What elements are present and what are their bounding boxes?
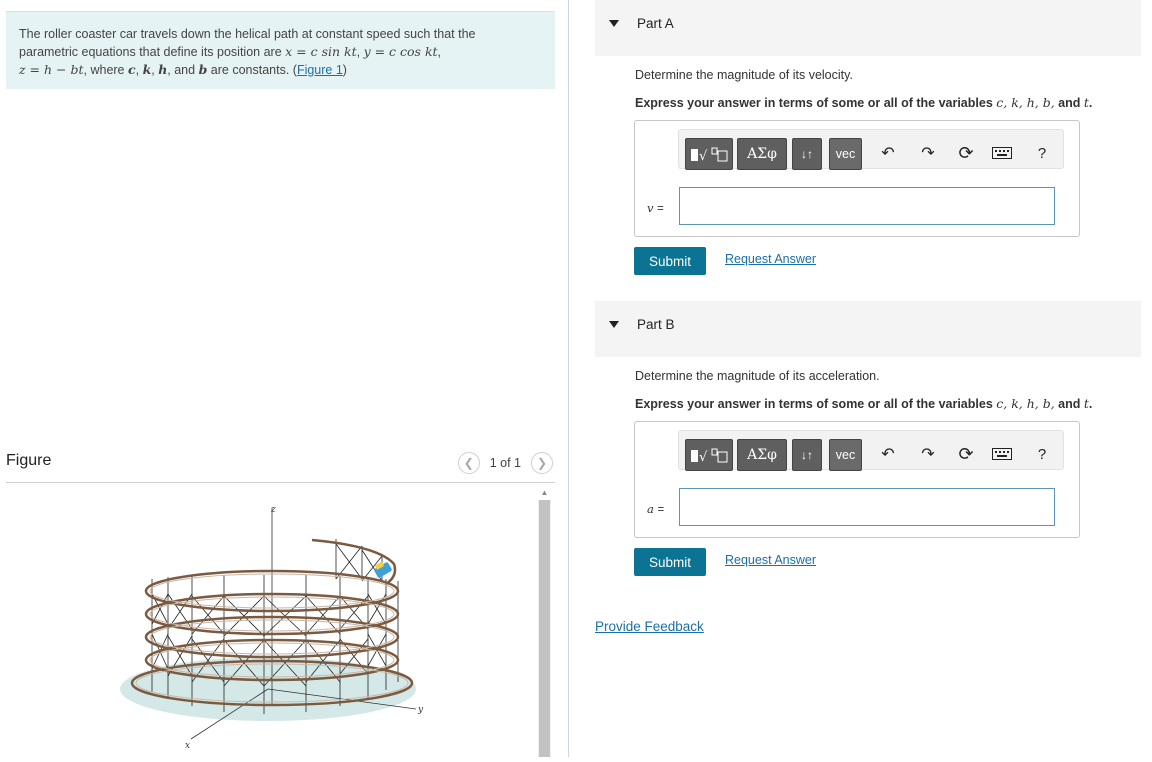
- math-toolbar: [678, 430, 1064, 470]
- templates-icon[interactable]: [685, 138, 733, 170]
- help-button[interactable]: ?: [1037, 445, 1047, 463]
- redo-icon[interactable]: ↷: [921, 145, 935, 162]
- greek-symbols-button[interactable]: ΑΣφ: [737, 138, 787, 170]
- part-a-answer-box: [634, 120, 1080, 237]
- instruction-variables: c, k, h, b,: [996, 396, 1055, 411]
- coaster-car-icon: [374, 562, 393, 579]
- problem-text: parametric equations that define its position are: [19, 45, 286, 59]
- part-b-answer-input[interactable]: [679, 488, 1055, 526]
- keyboard-icon[interactable]: [990, 443, 1014, 465]
- instruction-text: .: [1088, 397, 1093, 411]
- separator: ,: [437, 45, 442, 59]
- svg-text:√: √: [699, 149, 708, 164]
- svg-text:√: √: [699, 450, 708, 465]
- axis-z-label: z: [271, 505, 276, 515]
- answer-variable-label: [647, 502, 664, 516]
- vector-button[interactable]: vec: [829, 439, 862, 471]
- figure-link[interactable]: Figure 1: [296, 63, 343, 77]
- equals-sign: =: [657, 203, 664, 215]
- instruction-text: and: [1054, 397, 1084, 411]
- greek-symbols-button[interactable]: ΑΣφ: [737, 439, 787, 471]
- vector-button[interactable]: vec: [829, 138, 862, 170]
- problem-text: , where: [83, 63, 128, 77]
- instruction-text: and: [1054, 96, 1084, 110]
- arrows-button[interactable]: ↓↑: [792, 439, 822, 471]
- instruction-text: .: [1088, 96, 1093, 110]
- part-b-header[interactable]: [595, 301, 1141, 357]
- variable-h: h: [158, 62, 168, 77]
- arrows-button[interactable]: ↓↑: [792, 138, 822, 170]
- part-a-request-answer-link[interactable]: Request Answer: [725, 252, 817, 266]
- keyboard-icon[interactable]: [990, 142, 1014, 164]
- collapse-triangle-icon[interactable]: [609, 20, 619, 27]
- redo-icon[interactable]: ↷: [921, 446, 935, 463]
- figure-pager: [458, 452, 553, 474]
- problem-line-2: [19, 43, 542, 61]
- instruction-variables: c, k, h, b,: [996, 95, 1055, 110]
- pager-count: 1 of 1: [489, 456, 521, 470]
- equation-z: z = h − bt: [19, 62, 84, 77]
- provide-feedback-link[interactable]: Provide Feedback: [595, 619, 704, 634]
- figure-title: Figure: [6, 452, 52, 469]
- templates-icon[interactable]: [685, 439, 733, 471]
- figure-scrollbar[interactable]: [538, 500, 551, 757]
- part-b-question: Determine the magnitude of its acceleration.: [635, 369, 880, 383]
- part-b-title: Part B: [637, 317, 675, 332]
- problem-text: ): [342, 63, 347, 77]
- instruction-text: Express your answer in terms of some or all of the variables: [635, 397, 997, 411]
- variable-k: k: [142, 62, 152, 77]
- math-toolbar: [678, 129, 1064, 169]
- part-b-answer-box: [634, 421, 1080, 538]
- variable-b: b: [198, 62, 208, 77]
- equals-sign: =: [657, 504, 665, 516]
- undo-icon[interactable]: ↶: [881, 446, 895, 463]
- undo-icon[interactable]: ↶: [881, 145, 895, 162]
- reset-icon[interactable]: ⟳: [958, 443, 974, 464]
- problem-panel: [0, 0, 570, 757]
- helical-roller-coaster-figure: [6, 484, 536, 757]
- problem-text: are constants. (: [207, 63, 297, 77]
- answer-variable: a: [647, 502, 654, 516]
- collapse-triangle-icon[interactable]: [609, 321, 619, 328]
- axis-x-label: x: [185, 741, 191, 751]
- help-button[interactable]: ?: [1037, 144, 1047, 162]
- scroll-up-icon[interactable]: ▲: [540, 487, 549, 497]
- answer-variable-label: [647, 201, 664, 215]
- part-a-title: Part A: [637, 16, 674, 31]
- part-a-header[interactable]: [595, 0, 1141, 56]
- equation-y: y = c cos kt: [363, 44, 438, 59]
- separator: ,: [356, 45, 364, 59]
- axis-y-label: y: [418, 705, 424, 715]
- problem-line-3: z = h − bt, where c, k, h, and b are constants. (Figure 1): [19, 62, 347, 77]
- problem-statement: [6, 11, 555, 89]
- answer-variable: v: [647, 201, 654, 215]
- part-a-submit-button[interactable]: Submit: [634, 247, 706, 275]
- part-a-instruction: [635, 95, 1092, 110]
- reset-icon[interactable]: ⟳: [958, 142, 974, 163]
- part-a-answer-input[interactable]: [679, 187, 1055, 225]
- part-b-submit-button[interactable]: Submit: [634, 548, 706, 576]
- instruction-text: Express your answer in terms of some or all of the variables: [635, 96, 997, 110]
- scrollbar-thumb[interactable]: [539, 500, 550, 757]
- figure-image: [6, 484, 555, 757]
- instruction-variable-t: t: [1083, 396, 1089, 411]
- instruction-variable-t: t: [1083, 95, 1089, 110]
- part-a-question: Determine the magnitude of its velocity.: [635, 68, 853, 82]
- equation-x: x = c sin kt: [285, 44, 357, 59]
- variable-c: c: [127, 62, 136, 77]
- chevron-right-icon[interactable]: ❯: [531, 452, 553, 474]
- part-b-instruction: [635, 396, 1092, 411]
- problem-line-1: The roller coaster car travels down the helical path at constant speed such that the: [19, 27, 476, 41]
- chevron-left-icon[interactable]: ❮: [458, 452, 480, 474]
- part-b-request-answer-link[interactable]: Request Answer: [725, 553, 817, 567]
- panel-divider: [568, 0, 569, 757]
- figure-header: [6, 448, 555, 483]
